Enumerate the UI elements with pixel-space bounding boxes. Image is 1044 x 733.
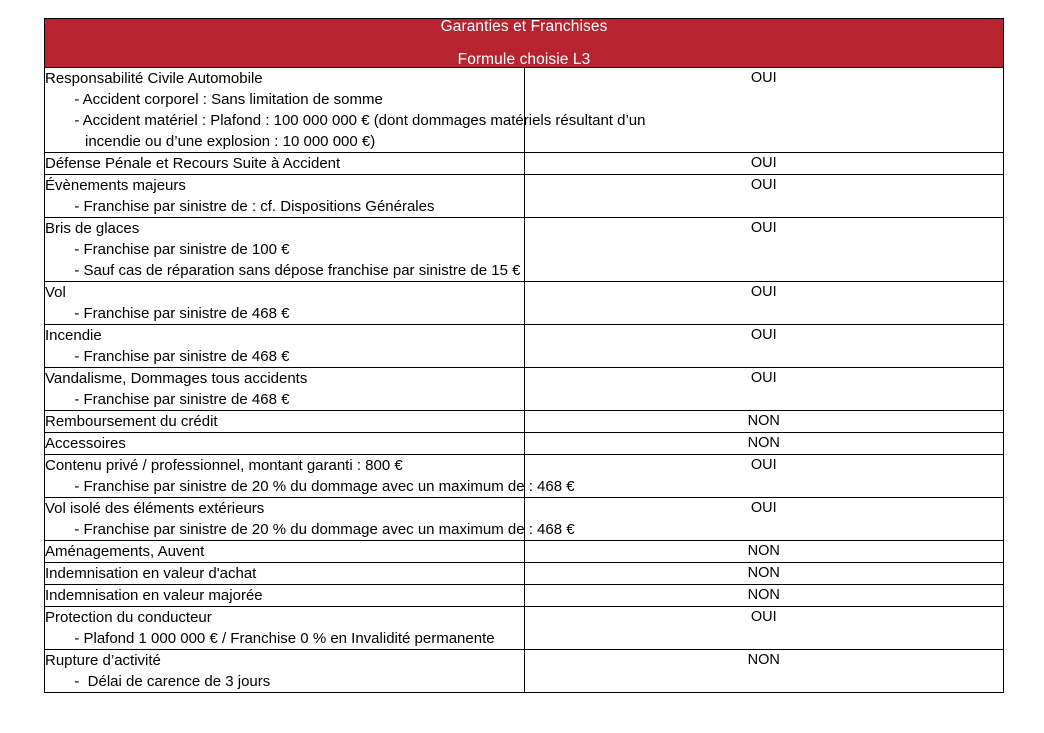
- status-badge: OUI: [524, 282, 1004, 325]
- guarantee-title: Accessoires: [45, 435, 126, 452]
- guarantee-detail: - Sauf cas de réparation sans dépose franchise par sinistre de 15 €: [66, 262, 521, 279]
- status-badge: OUI: [524, 498, 1004, 541]
- guarantee-title: Rupture d’activité: [45, 652, 161, 669]
- guarantee-label-cell: [45, 455, 575, 498]
- status-badge: OUI: [524, 368, 1004, 411]
- guarantee-label-cell: [45, 325, 525, 368]
- table-row: [45, 455, 1004, 498]
- table-row: [45, 175, 1004, 218]
- guarantee-label-cell: [45, 585, 525, 607]
- guarantee-title: Incendie: [45, 327, 102, 344]
- guarantee-label-cell: [45, 650, 525, 693]
- guarantee-title: Aménagements, Auvent: [45, 543, 205, 560]
- status-badge: OUI: [524, 607, 1004, 650]
- table-body: [45, 68, 1004, 693]
- table-row: [45, 411, 1004, 433]
- table-row: [45, 218, 1004, 282]
- table-row: [45, 541, 1004, 563]
- guarantee-detail: - Franchise par sinistre de : cf. Dispositions Générales: [66, 198, 435, 215]
- table-row: [45, 433, 1004, 455]
- guarantee-detail: - Franchise par sinistre de 100 €: [66, 241, 290, 258]
- table-banner: [45, 19, 1004, 68]
- status-badge: NON: [524, 541, 1004, 563]
- guarantee-detail: - Franchise par sinistre de 20 % du dommage avec un maximum de : 468 €: [66, 521, 575, 538]
- status-badge: NON: [524, 411, 1004, 433]
- guarantee-title: Remboursement du crédit: [45, 413, 218, 430]
- table-row: [45, 650, 1004, 693]
- table-row: [45, 563, 1004, 585]
- status-badge: OUI: [524, 325, 1004, 368]
- banner-row: [45, 19, 1004, 68]
- guarantee-title: Vol isolé des éléments extérieurs: [45, 500, 265, 517]
- table-row: [45, 68, 1004, 153]
- guarantee-label-cell: [45, 368, 525, 411]
- guarantee-label-cell: [45, 498, 575, 541]
- status-badge: OUI: [524, 455, 1004, 498]
- guarantee-label-cell: [45, 607, 525, 650]
- guarantee-detail: - Franchise par sinistre de 20 % du dommage avec un maximum de : 468 €: [66, 478, 575, 495]
- guarantee-label-cell: [45, 411, 525, 433]
- status-badge: NON: [524, 650, 1004, 693]
- guarantee-label-cell: [45, 563, 525, 585]
- guarantee-title: Protection du conducteur: [45, 609, 212, 626]
- guarantee-detail: - Franchise par sinistre de 468 €: [66, 391, 290, 408]
- guarantee-label-cell: [45, 175, 525, 218]
- guarantee-title: Évènements majeurs: [45, 177, 186, 194]
- guarantee-label-cell: [45, 282, 525, 325]
- guarantee-detail: - Plafond 1 000 000 € / Franchise 0 % en Invalidité permanente: [66, 630, 495, 647]
- banner-subtitle: Formule choisie L3: [457, 50, 591, 68]
- table-row: [45, 498, 1004, 541]
- guarantee-detail: - Franchise par sinistre de 468 €: [66, 348, 290, 365]
- table-row: [45, 325, 1004, 368]
- table-row: [45, 607, 1004, 650]
- guarantee-label-cell: [45, 68, 646, 153]
- status-badge: NON: [524, 585, 1004, 607]
- status-badge: OUI: [524, 175, 1004, 218]
- banner-title: Garanties et Franchises: [440, 18, 608, 35]
- guarantee-label-cell: [45, 153, 525, 175]
- guarantee-label-cell: [45, 433, 525, 455]
- status-badge: OUI: [524, 153, 1004, 175]
- guarantee-title: Bris de glaces: [45, 220, 140, 237]
- guarantee-label-cell: [45, 218, 525, 282]
- table-header: [45, 19, 1004, 68]
- status-badge: NON: [524, 433, 1004, 455]
- guarantee-title: Vol: [45, 284, 66, 301]
- guarantees-table: [44, 18, 1004, 693]
- status-badge: OUI: [524, 218, 1004, 282]
- guarantee-title: Défense Pénale et Recours Suite à Accident: [45, 155, 341, 172]
- guarantee-detail: - Accident matériel : Plafond : 100 000 000 € (dont dommages matériels résultant d’un: [66, 112, 646, 129]
- guarantee-label-cell: [45, 541, 525, 563]
- guarantee-title: Vandalisme, Dommages tous accidents: [45, 370, 308, 387]
- table-row: [45, 282, 1004, 325]
- guarantee-title: Responsabilité Civile Automobile: [45, 70, 263, 87]
- table-row: [45, 153, 1004, 175]
- guarantee-detail: - Franchise par sinistre de 468 €: [66, 305, 290, 322]
- table-row: [45, 368, 1004, 411]
- guarantee-detail: - Délai de carence de 3 jours: [66, 673, 271, 690]
- guarantee-detail: incendie ou d’une explosion : 10 000 000 €): [85, 133, 376, 150]
- status-badge: NON: [524, 563, 1004, 585]
- guarantee-title: Indemnisation en valeur majorée: [45, 587, 263, 604]
- status-badge: OUI: [524, 68, 1004, 153]
- guarantee-detail: - Accident corporel : Sans limitation de somme: [66, 91, 383, 108]
- guarantee-title: Indemnisation en valeur d'achat: [45, 565, 257, 582]
- table-row: [45, 585, 1004, 607]
- guarantee-title: Contenu privé / professionnel, montant garanti : 800 €: [45, 457, 403, 474]
